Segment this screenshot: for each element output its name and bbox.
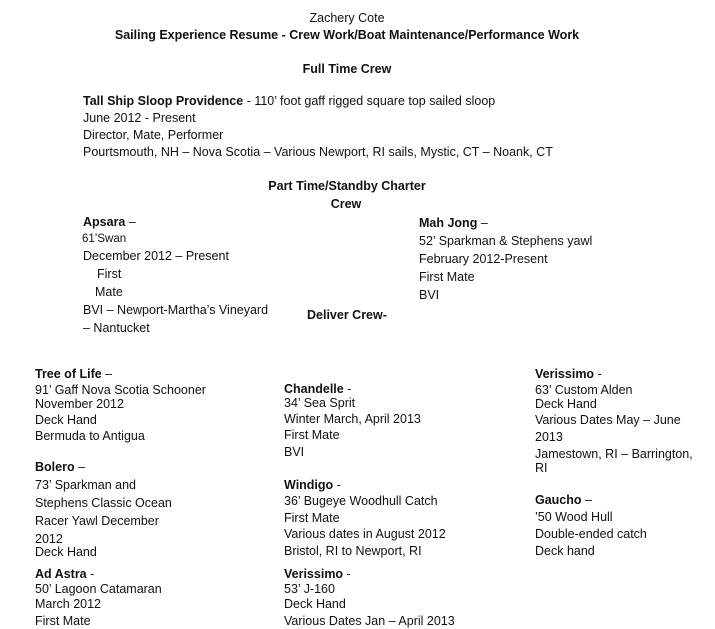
vessel-roles: Director, Mate, Performer [83, 128, 224, 142]
windigo-dates: Various dates in August 2012 [284, 527, 446, 541]
resume-name: Zachery Cote [309, 11, 385, 25]
vessel-line-windigo [284, 477, 341, 493]
bolero-line3: Racer Yawl December [35, 514, 159, 528]
windigo-route: Bristol, RI to Newport, RI [284, 544, 422, 558]
windigo-boat: 36’ Bugeye Woodhull Catch [284, 494, 438, 508]
vessel-line-verissimo-63 [535, 366, 602, 382]
chandelle-boat: 34’ Sea Sprit [284, 396, 356, 410]
vessel-name: Tree of Life [35, 367, 102, 381]
mah-jong-boat: 52’ Sparkman & Stephens yawl [419, 234, 593, 248]
verissimo-63-role: Deck Hand [535, 397, 597, 411]
vessel-line-providence [83, 93, 495, 109]
dash: – [101, 367, 113, 381]
bolero-line4: 2012 [35, 532, 63, 546]
vessel-dates: June 2012 - Present [83, 111, 196, 125]
windigo-role: First Mate [284, 511, 340, 525]
vessel-name: Chandelle [284, 382, 344, 396]
dash: - [343, 567, 351, 581]
tree-of-life-role: Deck Hand [35, 413, 97, 427]
apsara-boat: 61’Swan [82, 233, 127, 245]
section-heading-delivery: Deliver Crew- [307, 308, 387, 322]
vessel-line-bolero [35, 459, 85, 475]
vessel-name: Ad Astra [35, 567, 87, 581]
dash: – [74, 460, 86, 474]
chandelle-role: First Mate [284, 428, 340, 442]
dash: - [594, 367, 602, 381]
dash: - [333, 478, 341, 492]
section-heading-part-time: Part Time/Standby Charter [268, 179, 426, 193]
vessel-line-gaucho [535, 492, 592, 508]
apsara-dates: December 2012 – Present [83, 249, 229, 263]
bolero-line5-clip [35, 544, 97, 556]
verissimo-53-dates: Various Dates Jan – April 2013 [284, 614, 455, 628]
dash: – [477, 216, 488, 230]
tree-of-life-dates: November 2012 [35, 397, 124, 411]
tree-of-life-route: Bermuda to Antigua [35, 429, 145, 443]
vessel-description: - 110’ foot gaff rigged square top sailed sloop [243, 94, 496, 108]
dash: – [581, 493, 592, 507]
bolero-line5: Deck Hand [35, 545, 97, 556]
ad-astra-boat: 50’ Lagoon Catamaran [35, 582, 162, 596]
vessel-name: Verissimo [284, 567, 344, 581]
dash: – [125, 215, 136, 229]
vessel-line-ad-astra [35, 566, 94, 582]
vessel-line-apsara [83, 214, 136, 230]
vessel-name: Mah Jong [419, 216, 478, 230]
verissimo-63-dates-line1: Various Dates May – June [535, 413, 681, 427]
apsara-role-line1: First [97, 267, 122, 281]
vessel-name: Verissimo [535, 367, 595, 381]
vessel-name: Gaucho [535, 493, 582, 507]
vessel-name: Windigo [284, 478, 334, 492]
ad-astra-role: First Mate [35, 614, 91, 628]
ad-astra-dates: March 2012 [35, 597, 102, 611]
apsara-route-line2: – Nantucket [83, 321, 150, 335]
verissimo-63-route-line2: RI [535, 461, 548, 475]
chandelle-dates: Winter March, April 2013 [284, 412, 421, 426]
verissimo-63-boat: 63’ Custom Alden [535, 383, 633, 397]
verissimo-53-role: Deck Hand [284, 597, 346, 611]
gaucho-boat: ’50 Wood Hull [535, 510, 613, 524]
vessel-line-mah-jong [419, 215, 488, 231]
gaucho-type: Double-ended catch [535, 527, 647, 541]
apsara-role-line2: Mate [95, 285, 123, 299]
vessel-line-tree-of-life [35, 366, 112, 382]
resume-title: Sailing Experience Resume - Crew Work/Boat Maintenance/Performance Work [114, 28, 580, 42]
mah-jong-dates: February 2012-Present [419, 252, 548, 266]
verissimo-63-dates-line2: 2013 [535, 430, 563, 444]
vessel-route: Pourtsmouth, NH – Nova Scotia – Various Newport, RI sails, Mystic, CT – Noank, CT [83, 145, 553, 159]
mah-jong-route: BVI [419, 288, 440, 302]
vessel-name: Tall Ship Sloop Providence [83, 94, 244, 108]
vessel-line-verissimo-53 [284, 566, 351, 582]
apsara-route-line1: BVI – Newport-Martha’s Vineyard [83, 303, 269, 317]
chandelle-route: BVI [284, 445, 305, 459]
gaucho-role: Deck hand [535, 544, 595, 558]
vessel-name: Apsara [83, 215, 126, 229]
section-heading-full-time: Full Time Crew [302, 62, 392, 76]
dash: - [86, 567, 95, 581]
vessel-name: Bolero [35, 460, 75, 474]
verissimo-53-boat: 53’ J-160 [284, 582, 335, 596]
mah-jong-role: First Mate [419, 270, 475, 284]
verissimo-63-route-line1: Jamestown, RI – Barrington, [535, 447, 693, 461]
bolero-line2: Stephens Classic Ocean [35, 496, 172, 510]
dash: - [343, 382, 352, 396]
tree-of-life-boat: 91’ Gaff Nova Scotia Schooner [35, 383, 206, 397]
bolero-line1: 73’ Sparkman and [35, 478, 136, 492]
section-heading-part-time-crew: Crew [330, 197, 362, 211]
